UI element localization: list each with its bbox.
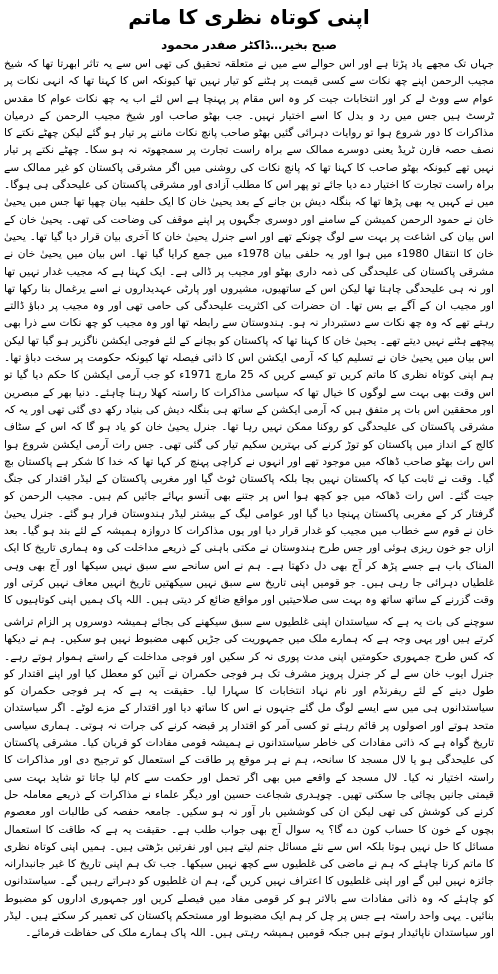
article-headline: اپنی کوتاہ نظری کا ماتم: [128, 5, 370, 29]
article-paragraph-1: جہاں تک مجھے یاد پڑتا ہے اور اس حوالے سے میں نے متعلقہ تحقیق کی تھی اس سے یہ تاثر ابھرتا تھا کہ شیخ مجیب الرحمن اپنے چھ نکات سے کسی قیمت پر ہٹنے کو تیار نہیں تھا کیونکہ اس کا کہنا تھا کہ انہی نکات پر عوام سے ووٹ لے کر اور انتخابات جیت کر وہ اس مقام پر پہنچا ہے اس لئے اب یہ چھ نکات عوام کا مقدس ٹرسٹ ہیں جس میں رد و بدل کا اسے اختیار نہیں۔ جب بھٹو صاحب اور شیخ مجیب الرحمن کے درمیان مذاکرات کا دور شروع ہوا تو روایات دہرائی گئیں بھٹو صاحب پانچ نکات ماننے پر تیار ہو گئے لیکن چھٹے نکتے کا نصف حصہ فارن ٹریڈ یعنی دوسرے ممالک سے براہ راست تجارت پر سمجھوتہ نہ ہو سکا۔ چھٹے نکتے پر تیار نہیں تھے کیونکہ بھٹو صاحب کا کہنا تھا کہ پانچ نکات کی روشنی میں اگر مشرقی پاکستان کو غیر ممالک سے براہ راست تجارت کا اختیار دے دیا جائے تو پھر اس کا مطلب آزادی اور مشرقی پاکستان کی علیحدگی ہی ہوگا۔ میں نے کہیں یہ بھی پڑھا تھا کہ بنگلہ دیش بن جانے کے بعد یحییٰ خان کا ایک حلفیہ بیان چھپا تھا جس میں یحییٰ خان نے حمود الرحمن کمیشن کے سامنے اور دوسری جگہوں پر اپنے موقف کی وضاحت کی تھی۔ یحییٰ خان کے اس بیان کی اشاعت پر بہت سے لوگ چونکے تھے اور اسے جنرل یحییٰ خان کا آخری بیان قرار دیا گیا تھا۔ یحییٰ خان کا انتقال 1980ء میں ہوا اور یہ حلفی بیان 1978ء میں جمع کرایا گیا تھا۔ اس بیان میں یحییٰ خان نے مشرقی پاکستان کی علیحدگی کی ذمہ داری بھٹو اور مجیب پر ڈالی ہے۔ ایک کہنا ہے کہ مجیب غدار نہیں تھا اور نہ ہی علیحدگی چاہتا تھا لیکن اس کے ساتھیوں، مشیروں اور پارٹی عہدیداروں نے اسے یرغمال بنا رکھا تھا اور مجیب ان کے آگے بے بس تھا۔ ان حضرات کی اکثریت علیحدگی کی حامی تھی اور وہ مجیب پر دباؤ ڈالتے رہتے تھے کہ وہ چھ نکات سے دستبردار نہ ہو۔ ہندوستان سے رابطہ تھا اور وہ مجیب کو چھ نکات سے ذرا بھی پیچھے ہٹنے نہیں دیتے تھے۔ یحییٰ خان کا کہنا تھا کہ پاکستان کو بچانے کے لئے فوجی ایکشن ناگزیر ہو گیا تھا لیکن اس بیان میں یحییٰ خان نے تسلیم کیا کہ آرمی ایکشن اس کا ذاتی فیصلہ تھا کیونکہ حکومت پر سخت دباؤ تھا۔ ہم اپنی کوتاہ نظری کا ماتم کریں تو کیسے کریں کہ 25 مارچ 1971ء کو جب آرمی ایکشن کا حکم دیا گیا تو اس وقت بھی بہت سے لوگوں کا خیال تھا کہ سیاسی مذاکرات کا راستہ کھلا رہنا چاہئے۔ دنیا بھر کے مبصرین اور محققین اس بات پر متفق ہیں کہ آرمی ایکشن کے ساتھ ہی بنگلہ دیش کی بنیاد رکھ دی گئی تھی اور یہ کہ مشرقی پاکستان کی علیحدگی کو روکنا ممکن نہیں رہا تھا۔ جنرل یحییٰ خان کو یاد ہو گا کہ اس کے سٹاف کالج کے انداز میں پاکستان کو توڑ کرنے کی بہترین سکیم تیار کی گئی تھی۔ جس رات آرمی ایکشن شروع ہوا اس رات بھٹو صاحب ڈھاکہ میں موجود تھے اور انہوں نے کراچی پہنچ کر کہا تھا کہ خدا کا شکر ہے پاکستان بچ گیا۔ وقت نے ثابت کیا کہ پاکستان نہیں بچا بلکہ پاکستان ٹوٹ گیا اور مغربی پاکستان کے لیڈر اقتدار کی جنگ جیت گئے۔ اس رات ڈھاکہ میں جو کچھ ہوا اس پر جتنے بھی آنسو بہائے جائیں کم ہیں۔ مجیب الرحمن کو گرفتار کر کے مغربی پاکستان پہنچا دیا گیا اور عوامی لیگ کے بیشتر لیڈر ہندوستان فرار ہو گئے۔ جنرل یحییٰ خان نے قوم سے خطاب میں مجیب کو غدار قرار دیا اور یوں مذاکرات کا دروازہ ہمیشہ کے لئے بند ہو گیا۔ بعد ازاں جو خون ریزی ہوئی اور جس طرح ہندوستان نے مکتی باہنی کے ذریعے مداخلت کی وہ ہماری تاریخ کا ایک المناک باب ہے جسے پڑھ کر آج بھی دل دکھتا ہے۔ ہم نے اس سانحے سے سبق نہیں سیکھا اور آج بھی وہی غلطیاں دہرائی جا رہی ہیں۔ جو قومیں اپنی تاریخ سے سبق نہیں سیکھتیں تاریخ انہیں معاف نہیں کرتی اور وقت گزرنے کے ساتھ ساتھ وہ بہت سی صلاحیتیں اور مواقع ضائع کر دیتی ہیں۔ اللہ پاک ہمیں اپنی کوتاہیوں کا: [4, 58, 494, 607]
article-paragraph-2: سوچنے کی بات یہ ہے کہ سیاستدان اپنی غلطیوں سے سبق سیکھنے کی بجائے ہمیشہ دوسروں پر الزام تراشی کرتے ہیں اور یہی وجہ ہے کہ ہمارے ملک میں جمہوریت کی جڑیں کبھی مضبوط نہیں ہو سکیں۔ ہم نے دیکھا کہ کس طرح جمہوری حکومتیں اپنی مدت پوری نہ کر سکیں اور فوجی مداخلت کے راستے ہموار ہوتے رہے۔ جنرل ایوب خان سے لے کر جنرل پرویز مشرف تک ہر فوجی حکمران نے آئین کو معطل کیا اور اپنے اقتدار کو طول دینے کے لئے ریفرنڈم اور نام نہاد انتخابات کا سہارا لیا۔ حقیقت یہ ہے کہ ہر فوجی حکمران کو سیاستدانوں ہی میں سے ایسے لوگ مل گئے جنہوں نے اس کا ساتھ دیا اور اقتدار کے مزے لوٹے۔ اگر سیاستدان متحد ہوتے اور اصولوں پر قائم رہتے تو کسی آمر کو اقتدار پر قبضہ کرنے کی جرات نہ ہوتی۔ ہماری سیاسی تاریخ گواہ ہے کہ ذاتی مفادات کی خاطر سیاستدانوں نے ہمیشہ قومی مفادات کو قربان کیا۔ مشرقی پاکستان کی علیحدگی ہو یا لال مسجد کا سانحہ، ہم نے ہر موقع پر طاقت کے استعمال کو ترجیح دی اور مذاکرات کا راستہ اختیار نہ کیا۔ لال مسجد کے واقعے میں بھی اگر تحمل اور حکمت سے کام لیا جاتا تو شاید بہت سی قیمتی جانیں بچائی جا سکتی تھیں۔ چوہدری شجاعت حسین اور دیگر علماء نے مذاکرات کے ذریعے معاملہ حل کرنے کی کوشش کی تھی لیکن ان کی کوششیں بار آور نہ ہو سکیں۔ جامعہ حفصہ کی طالبات اور معصوم بچوں کے خون کا حساب کون دے گا؟ یہ سوال آج بھی جواب طلب ہے۔ حقیقت یہ ہے کہ طاقت کا استعمال مسائل کا حل نہیں ہوتا بلکہ اس سے نئے مسائل جنم لیتے ہیں اور نفرتیں بڑھتی ہیں۔ ہمیں اپنی کوتاہ نظری کا ماتم کرنا چاہئے کہ ہم نے ماضی کی غلطیوں سے کچھ نہیں سیکھا۔ جب تک ہم اپنی تاریخ کا غیر جانبدارانہ جائزہ نہیں لیں گے اور اپنی غلطیوں کا اعتراف نہیں کریں گے، ہم ان غلطیوں کو دہراتے رہیں گے۔ سیاستدانوں کو چاہئے کہ وہ ذاتی مفادات سے بالاتر ہو کر قومی مفاد میں فیصلے کریں اور جمہوری اداروں کو مضبوط بنائیں۔ یہی واحد راستہ ہے جس پر چل کر ہم ایک مضبوط اور مستحکم پاکستان کی تعمیر کر سکتے ہیں۔ لیڈر اور سیاستدان ناپائیدار ہوتے ہیں جبکہ قومیں ہمیشہ رہتی ہیں۔ اللہ پاک ہمارے ملک کی حفاظت فرمائے۔: [4, 616, 494, 940]
article: [4, 2, 494, 960]
article-byline: صبح بخیر…ڈاکٹر صفدر محمود: [161, 38, 337, 52]
